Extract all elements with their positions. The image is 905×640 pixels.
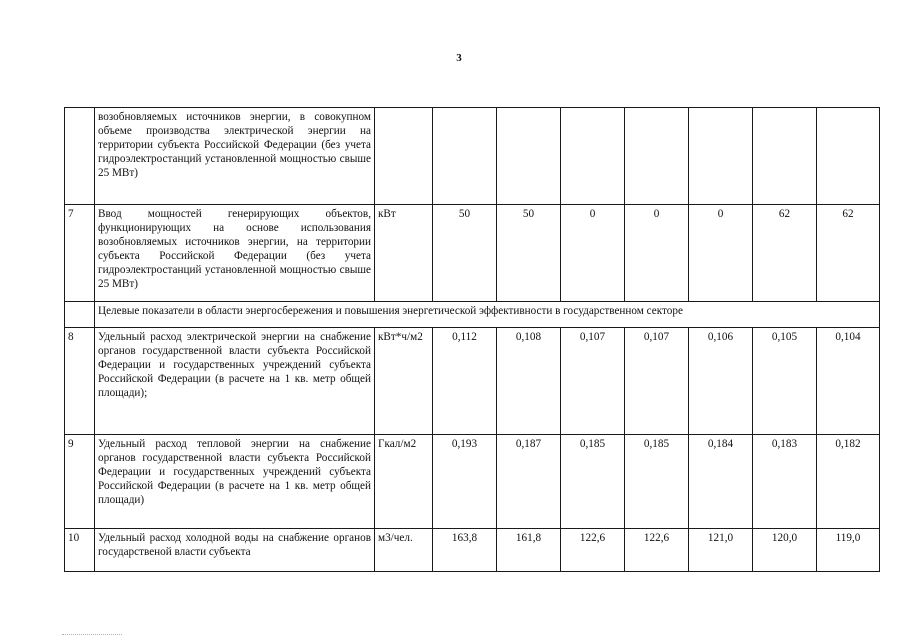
row-value [561, 108, 625, 205]
row-value: 122,6 [561, 529, 625, 572]
row-value: 0,193 [433, 435, 497, 529]
row-value: 0 [625, 205, 689, 302]
row-description: Удельный расход электрической энергии на снабжение органов государственной власти субъекта Российской Федерации и государственных учреждений субъекта Российской Федерации (в расчете на 1 кв. метр общей площади); [95, 328, 375, 435]
row-value [817, 108, 880, 205]
row-value: 0 [689, 205, 753, 302]
row-value [433, 108, 497, 205]
row-value: 161,8 [497, 529, 561, 572]
row-value [625, 108, 689, 205]
table-body-after-section [65, 328, 880, 572]
row-value: 0,187 [497, 435, 561, 529]
row-description: Удельный расход холодной воды на снабжение органов государственой власти субъекта [95, 529, 375, 572]
row-number: 9 [65, 435, 95, 529]
section-title: Целевые показатели в области энергосбережения и повышения энергетической эффективности в государственном секторе [95, 302, 880, 328]
row-value [497, 108, 561, 205]
row-value: 0,108 [497, 328, 561, 435]
row-number: 7 [65, 205, 95, 302]
table-row [65, 435, 880, 529]
row-unit: м3/чел. [375, 529, 433, 572]
row-number: 10 [65, 529, 95, 572]
row-value: 62 [753, 205, 817, 302]
table-section [65, 302, 880, 328]
row-unit: кВт*ч/м2 [375, 328, 433, 435]
page-number: 3 [456, 52, 462, 64]
row-number [65, 108, 95, 205]
row-value: 122,6 [625, 529, 689, 572]
row-value: 121,0 [689, 529, 753, 572]
row-value: 0,107 [561, 328, 625, 435]
row-description: возобновляемых источников энергии, в совокупном объеме производства электрической энергии на территории субъекта Российской Федерации (без учета гидроэлектростанций установленной мощностью свыше 25 МВт) [95, 108, 375, 205]
row-value: 0,106 [689, 328, 753, 435]
row-value [753, 108, 817, 205]
table-row [65, 529, 880, 572]
row-unit [375, 108, 433, 205]
row-value: 0,185 [625, 435, 689, 529]
table-body-before-section [65, 108, 880, 302]
row-value: 0,104 [817, 328, 880, 435]
table-row [65, 205, 880, 302]
row-value: 0,112 [433, 328, 497, 435]
table-row-continued [65, 108, 880, 205]
row-value: 119,0 [817, 529, 880, 572]
row-value: 163,8 [433, 529, 497, 572]
row-value: 62 [817, 205, 880, 302]
row-description: Удельный расход тепловой энергии на снабжение органов государственной власти субъекта Российской Федерации и государственных учреждений субъекта Российской Федерации (в расчете на 1 кв. метр общей площади) [95, 435, 375, 529]
row-value: 0,107 [625, 328, 689, 435]
row-value: 0,184 [689, 435, 753, 529]
section-row [65, 302, 880, 328]
table-row [65, 328, 880, 435]
row-value: 50 [433, 205, 497, 302]
row-value: 0,105 [753, 328, 817, 435]
row-description: Ввод мощностей генерирующих объектов, функционирующих на основе использования возобновляемых источников энергии, на территории субъекта Российской Федерации (без учета гидроэлектростанций установленной мощностью свыше 25 МВт) [95, 205, 375, 302]
row-value: 0,182 [817, 435, 880, 529]
row-value: 0,185 [561, 435, 625, 529]
scan-artifact [62, 634, 122, 636]
row-value: 0,183 [753, 435, 817, 529]
row-value: 50 [497, 205, 561, 302]
row-value [689, 108, 753, 205]
indicators-table [64, 107, 880, 572]
row-number: 8 [65, 328, 95, 435]
row-unit: Гкал/м2 [375, 435, 433, 529]
row-unit: кВт [375, 205, 433, 302]
row-value: 0 [561, 205, 625, 302]
section-number-cell [65, 302, 95, 328]
row-value: 120,0 [753, 529, 817, 572]
